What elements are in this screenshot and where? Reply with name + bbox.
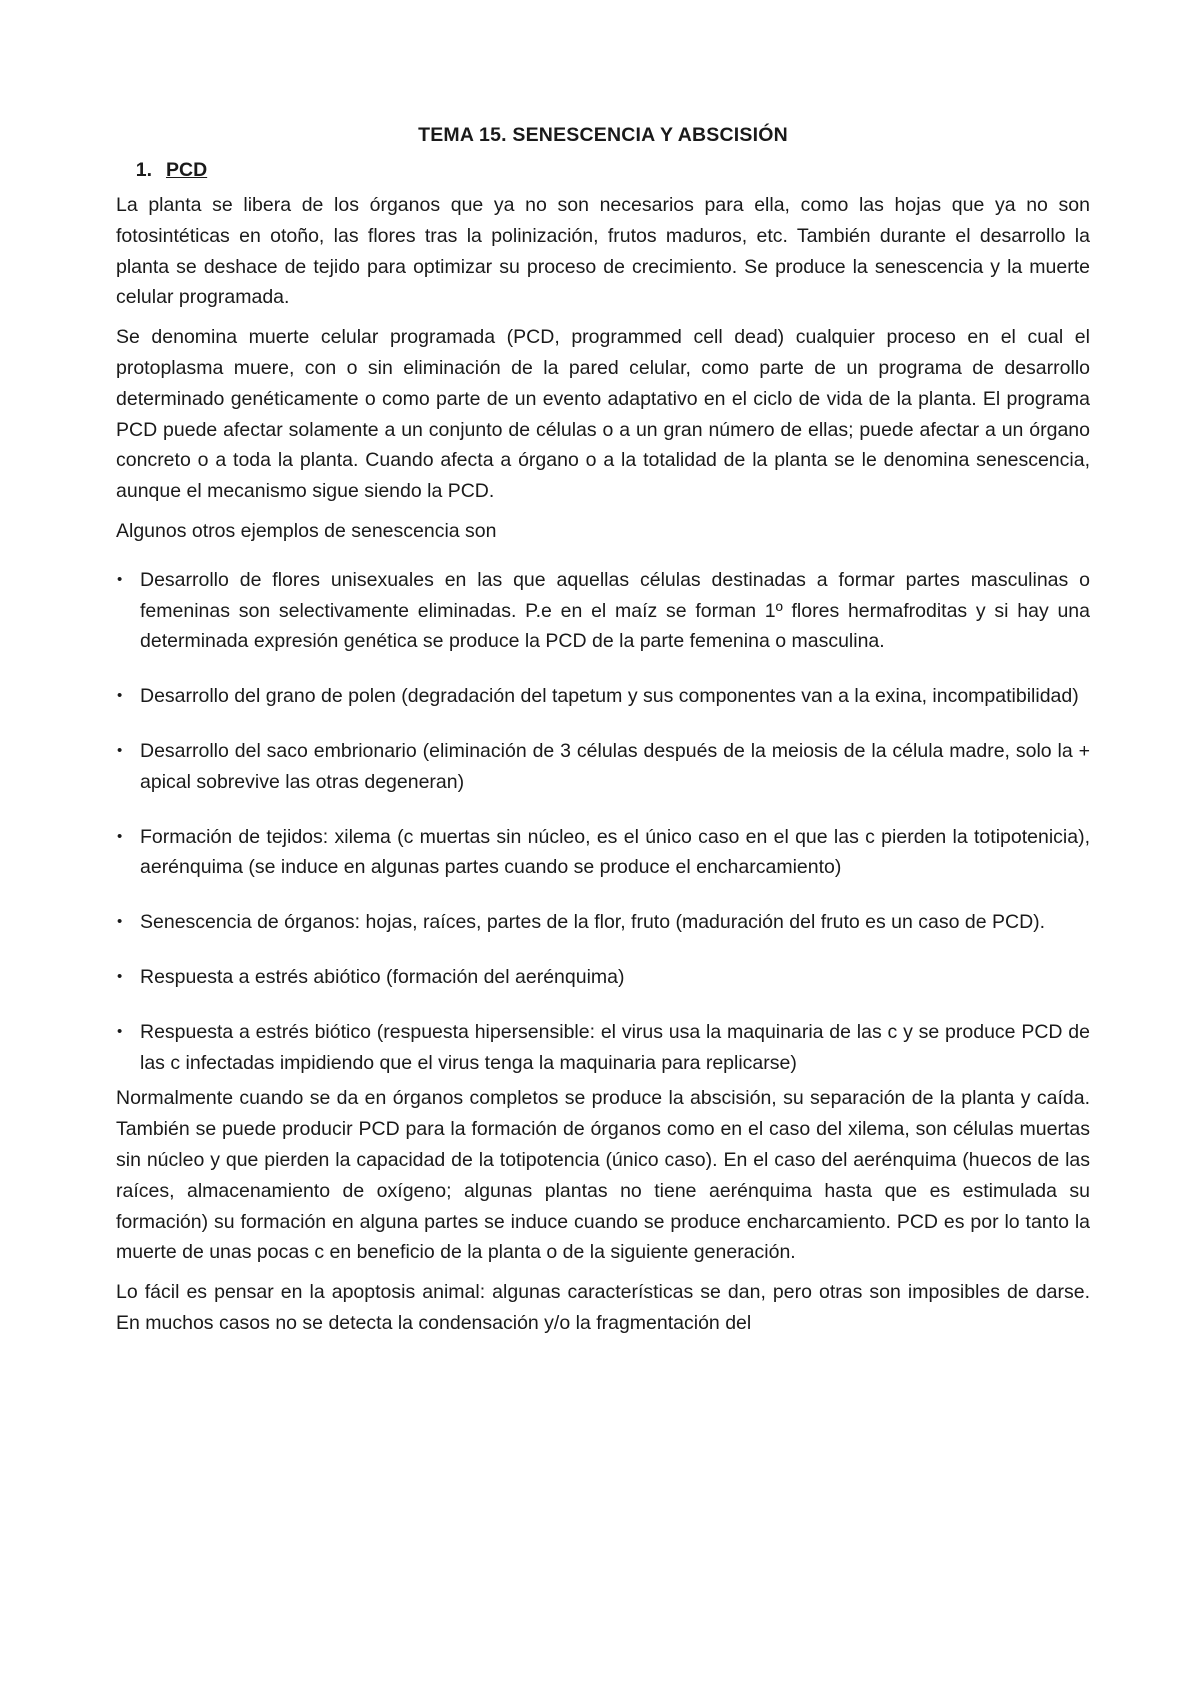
bullet-icon: • <box>117 913 123 931</box>
paragraph-abscission: Normalmente cuando se da en órganos completos se produce la abscisión, su separación de la planta y caída. También se puede producir PCD para la formación de órganos como en el caso del xilema, son células muertas sin núcleo y que pierden la capacidad de la totipotencia (único caso). En el caso del aerénquima (huecos de las raíces, almacenamiento de oxígeno; algunas plantas no tiene aerénquima hasta que es estimulada su formación) su formación en alguna partes se induce cuando se produce encharcamiento. PCD es por lo tanto la muerte de unas pocas c en beneficio de la planta o de la siguiente generación. <box>116 1087 1090 1264</box>
paragraph-apoptosis: Lo fácil es pensar en la apoptosis animal: algunas características se dan, pero otras son imposibles de darse. En muchos casos no se detecta la condensación y/o la fragmentación del <box>116 1281 1090 1334</box>
bullet-icon: • <box>117 827 123 845</box>
list-item <box>116 962 1090 993</box>
document-page <box>116 124 1090 1348</box>
list-item-text: Formación de tejidos: xilema (c muertas sin núcleo, es el único caso en el que las c pierden la totipotenicia), aerénquima (se induce en algunas partes cuando se produce el encharcamiento) <box>140 825 1090 879</box>
examples-list <box>116 565 1090 1079</box>
bullet-icon: • <box>117 967 123 985</box>
list-item-text: Desarrollo de flores unisexuales en las que aquellas células destinadas a formar partes masculinas o femeninas son selectivamente eliminadas. P.e en el maíz se forman 1º flores hermafroditas y si hay una determinada expresión genética se produce la PCD de la parte femenina o masculina. <box>140 568 1090 653</box>
document-title: TEMA 15. SENESCENCIA Y ABSCISIÓN <box>418 124 788 146</box>
list-item-text: Desarrollo del grano de polen (degradación del tapetum y sus componentes van a la exina, incompatibilidad) <box>140 685 1079 708</box>
list-item <box>116 736 1090 798</box>
paragraph-examples-lead: Algunos otros ejemplos de senescencia son <box>116 519 497 542</box>
list-item <box>116 1017 1090 1079</box>
section-label: PCD <box>166 159 208 181</box>
bullet-icon: • <box>117 570 123 588</box>
list-item-text: Respuesta a estrés biótico (respuesta hipersensible: el virus usa la maquinaria de las c y se produce PCD de las c infectadas impidiendo que el virus tenga la maquinaria para replicarse) <box>140 1020 1090 1074</box>
list-item <box>116 681 1090 712</box>
paragraph-intro: La planta se libera de los órganos que ya no son necesarios para ella, como las hojas que ya no son fotosintéticas en otoño, las flores tras la polinización, frutos maduros, etc. También durante el desarrollo la planta se deshace de tejido para optimizar su proceso de crecimiento. Se produce la senescencia y la muerte celular programada. <box>116 194 1090 309</box>
list-item <box>116 907 1090 938</box>
bullet-icon: • <box>117 1022 123 1040</box>
list-item <box>116 565 1090 657</box>
list-item-text: Respuesta a estrés abiótico (formación del aerénquima) <box>140 965 625 988</box>
list-item-text: Desarrollo del saco embrionario (eliminación de 3 células después de la meiosis de la célula madre, solo la + apical sobrevive las otras degeneran) <box>140 739 1090 793</box>
paragraph-pcd-definition: Se denomina muerte celular programada (PCD, programmed cell dead) cualquier proceso en el cual el protoplasma muere, con o sin eliminación de la pared celular, como parte de un programa de desarrollo determinado genéticamente o como parte de un evento adaptativo en el ciclo de vida de la planta. El programa PCD puede afectar solamente a un conjunto de células o a un gran número de ellas; puede afectar a un órgano concreto o a toda la planta. Cuando afecta a órgano o a la totalidad de la planta se le denomina senescencia, aunque el mecanismo sigue siendo la PCD. <box>116 326 1090 503</box>
section-number: 1. <box>135 159 152 181</box>
bullet-icon: • <box>117 687 123 705</box>
list-item <box>116 822 1090 884</box>
bullet-icon: • <box>117 741 123 759</box>
list-item-text: Senescencia de órganos: hojas, raíces, partes de la flor, fruto (maduración del fruto es un caso de PCD). <box>140 911 1046 934</box>
section-heading <box>116 159 1090 182</box>
